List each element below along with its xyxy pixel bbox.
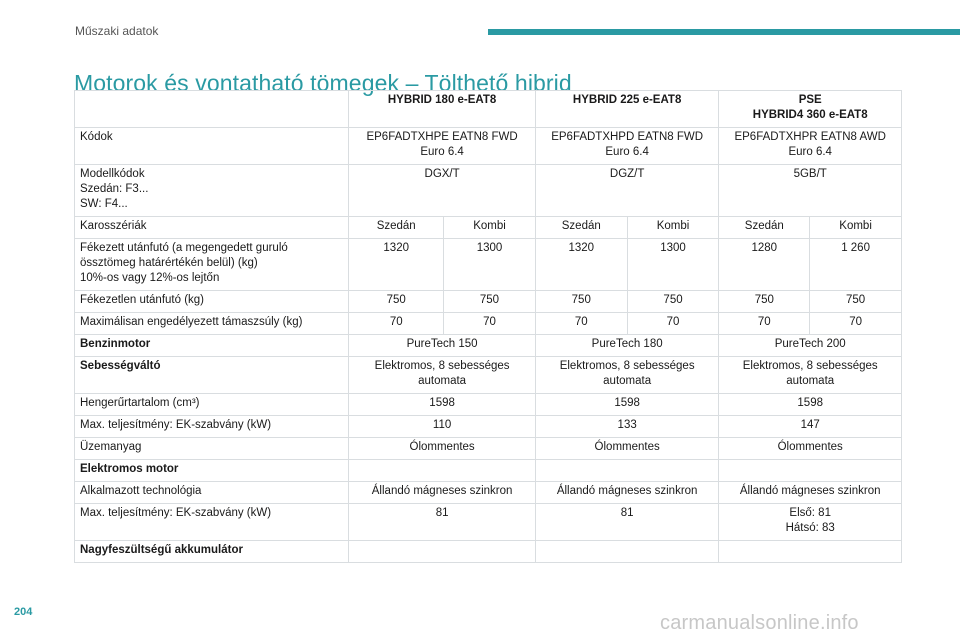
table-cell-empty [719, 541, 902, 563]
row-label-unbraked-trailer: Fékezetlen utánfutó (kg) [75, 291, 349, 313]
table-cell: PureTech 200 [719, 335, 902, 357]
table-cell: Ólommentes [535, 438, 719, 460]
table-cell: Elektromos, 8 sebességes automata [719, 357, 902, 394]
table-header-row [75, 91, 902, 128]
table-cell: 750 [627, 291, 719, 313]
table-row [75, 357, 902, 394]
table-cell: 1 260 [810, 239, 902, 291]
table-cell: 5GB/T [719, 165, 902, 217]
row-label-body-types: Karosszériák [75, 217, 349, 239]
section-label: Műszaki adatok [75, 24, 159, 38]
table-row [75, 504, 902, 541]
table-row [75, 335, 902, 357]
table-cell: Szedán [349, 217, 444, 239]
table-cell: Ólommentes [719, 438, 902, 460]
table-row [75, 165, 902, 217]
row-label-petrol-engine: Benzinmotor [75, 335, 349, 357]
row-label-codes: Kódok [75, 128, 349, 165]
watermark-text: carmanualsonline.info [660, 612, 859, 634]
column-header-hybrid-225: HYBRID 225 e-EAT8 [535, 91, 719, 128]
table-cell: DGZ/T [535, 165, 719, 217]
table-cell: EP6FADTXHPR EATN8 AWD Euro 6.4 [719, 128, 902, 165]
table-cell: 1598 [535, 394, 719, 416]
table-cell: 1300 [444, 239, 536, 291]
row-label-max-power-engine: Max. teljesítmény: EK-szabvány (kW) [75, 416, 349, 438]
row-label-braked-trailer: Fékezett utánfutó (a megengedett guruló össztömeg határértékén belül) (kg) 10%-os vagy 12%-os lejtőn [75, 239, 349, 291]
table-cell: DGX/T [349, 165, 536, 217]
table-cell: 81 [535, 504, 719, 541]
table-row [75, 291, 902, 313]
table-row [75, 313, 902, 335]
table-cell: Állandó mágneses szinkron [719, 482, 902, 504]
column-header-pse-hybrid4: PSE HYBRID4 360 e-EAT8 [719, 91, 902, 128]
table-row [75, 416, 902, 438]
table-cell: 1300 [627, 239, 719, 291]
table-cell: 70 [535, 313, 627, 335]
table-cell: 70 [444, 313, 536, 335]
table-cell-empty [535, 460, 719, 482]
table-row [75, 438, 902, 460]
table-cell: Állandó mágneses szinkron [535, 482, 719, 504]
table-cell: Szedán [535, 217, 627, 239]
table-cell: 147 [719, 416, 902, 438]
header-accent-bar [488, 29, 960, 35]
table-cell: 750 [349, 291, 444, 313]
table-cell: 70 [627, 313, 719, 335]
table-cell: Kombi [810, 217, 902, 239]
table-cell-empty [535, 541, 719, 563]
header-empty-cell [75, 91, 349, 128]
table-cell: 133 [535, 416, 719, 438]
table-cell: 1320 [535, 239, 627, 291]
table-cell-empty [349, 460, 536, 482]
row-label-max-power-electric: Max. teljesítmény: EK-szabvány (kW) [75, 504, 349, 541]
table-cell: Kombi [444, 217, 536, 239]
column-header-hybrid-180: HYBRID 180 e-EAT8 [349, 91, 536, 128]
table-cell: 81 [349, 504, 536, 541]
table-cell: 70 [719, 313, 810, 335]
table-cell: 750 [535, 291, 627, 313]
table-cell: 1320 [349, 239, 444, 291]
table-cell: PureTech 180 [535, 335, 719, 357]
table-row [75, 482, 902, 504]
table-cell: 1598 [349, 394, 536, 416]
table-cell: Elektromos, 8 sebességes automata [535, 357, 719, 394]
row-label-fuel: Üzemanyag [75, 438, 349, 460]
table-cell: 70 [349, 313, 444, 335]
table-cell-empty [719, 460, 902, 482]
table-cell: Kombi [627, 217, 719, 239]
table-cell: 750 [444, 291, 536, 313]
table-cell: EP6FADTXHPE EATN8 FWD Euro 6.4 [349, 128, 536, 165]
row-label-gearbox: Sebességváltó [75, 357, 349, 394]
table-cell: Elektromos, 8 sebességes automata [349, 357, 536, 394]
table-cell: Első: 81 Hátsó: 83 [719, 504, 902, 541]
table-row [75, 217, 902, 239]
table-row [75, 239, 902, 291]
row-label-max-nose-weight: Maximálisan engedélyezett támaszsúly (kg) [75, 313, 349, 335]
row-label-technology: Alkalmazott technológia [75, 482, 349, 504]
table-cell: Ólommentes [349, 438, 536, 460]
table-cell: 750 [719, 291, 810, 313]
table-row [75, 394, 902, 416]
table-cell: 1598 [719, 394, 902, 416]
table-row [75, 541, 902, 563]
table-cell-empty [349, 541, 536, 563]
row-label-displacement: Hengerűrtartalom (cm³) [75, 394, 349, 416]
table-row [75, 460, 902, 482]
row-label-electric-motor: Elektromos motor [75, 460, 349, 482]
table-cell: 70 [810, 313, 902, 335]
table-row [75, 128, 902, 165]
row-label-hv-battery: Nagyfeszültségű akkumulátor [75, 541, 349, 563]
page-number: 204 [14, 606, 33, 618]
table-cell: Szedán [719, 217, 810, 239]
table-cell: 110 [349, 416, 536, 438]
table-cell: PureTech 150 [349, 335, 536, 357]
table-cell: 1280 [719, 239, 810, 291]
table-cell: EP6FADTXHPD EATN8 FWD Euro 6.4 [535, 128, 719, 165]
page-title: Motorok és vontatható tömegek – Tölthető hibrid [74, 70, 572, 97]
specification-table [74, 90, 902, 563]
row-label-model-codes: Modellkódok Szedán: F3... SW: F4... [75, 165, 349, 217]
table-cell: 750 [810, 291, 902, 313]
table-cell: Állandó mágneses szinkron [349, 482, 536, 504]
